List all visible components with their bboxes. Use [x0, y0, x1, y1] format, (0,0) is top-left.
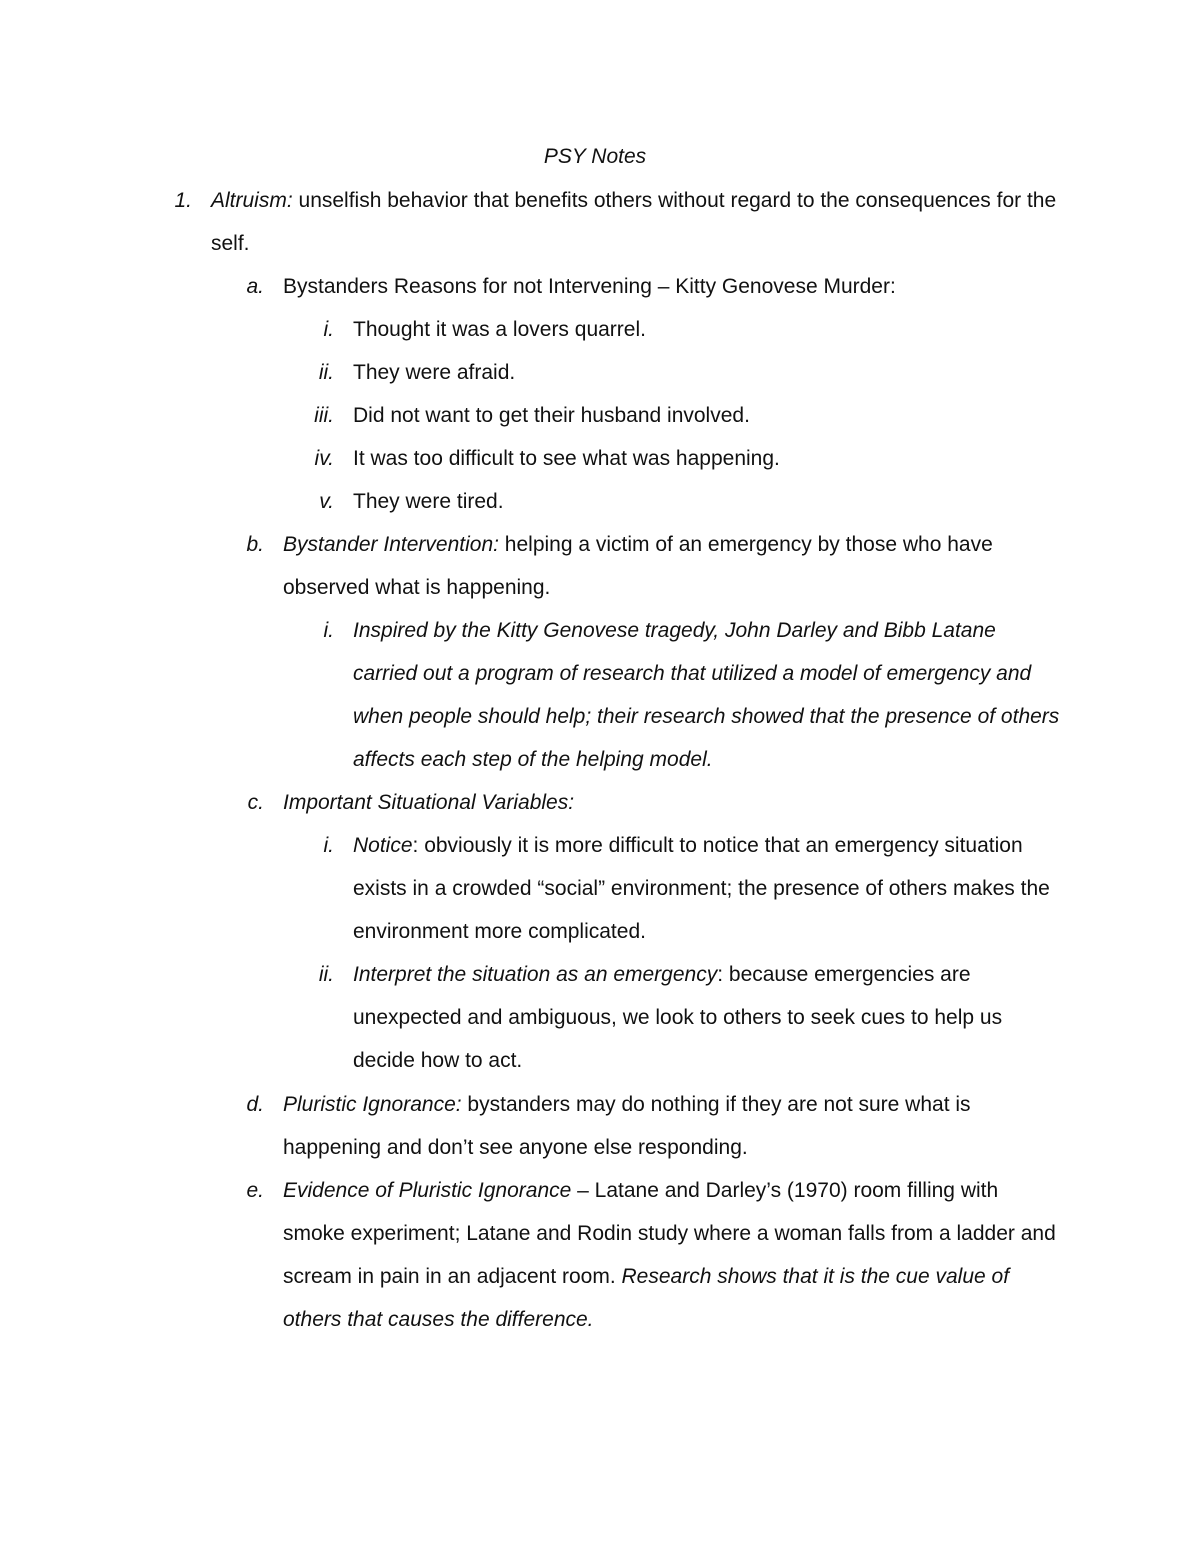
pluristic-ignorance-definition: bystanders may do nothing if they are not sure what is happening and don’t see anyone else responding. — [283, 1093, 971, 1159]
interpret-term: Interpret the situation as an emergency — [353, 963, 718, 986]
evidence-term: Evidence of Pluristic Ignorance — [283, 1179, 572, 1202]
item-e-evidence — [283, 1169, 1063, 1341]
item-a-bystander-reasons: Bystanders Reasons for not Intervening – Kitty Genovese Murder: — [283, 275, 896, 298]
item-c-situational-variables: Important Situational Variables: — [283, 791, 575, 814]
reason-5: They were tired. — [353, 490, 504, 513]
evidence-text: – Latane and Darley’s (1970) room filling with smoke experiment; Latane and Rodin study where a woman falls from a ladder and scream in pain in an adjacent room. — [283, 1179, 1056, 1288]
item-d-pluristic-ignorance — [283, 1083, 1063, 1169]
interpret-text: : because emergencies are unexpected and ambiguous, we look to others to seek cues to help us decide how to act. — [353, 963, 1003, 1072]
item-c-ii-marker: ii. — [318, 963, 334, 986]
item-e-marker: e. — [246, 1179, 264, 1202]
notice-term: Notice — [353, 834, 413, 857]
altruism-definition: unselfish behavior that benefits others without regard to the consequences for the self. — [211, 189, 1057, 255]
item-d-marker: d. — [246, 1093, 264, 1116]
reason-2: They were afraid. — [353, 361, 516, 384]
reason-1: Thought it was a lovers quarrel. — [353, 318, 646, 341]
item-b-marker: b. — [246, 533, 264, 556]
item-1-altruism — [211, 179, 1071, 265]
item-c-ii-interpret — [353, 953, 1063, 1082]
page-title: PSY Notes — [543, 145, 647, 168]
altruism-term: Altruism: — [211, 189, 293, 212]
evidence-conclusion: Research shows that it is the cue value of others that causes the difference. — [283, 1265, 1010, 1331]
item-c-i-notice — [353, 824, 1063, 953]
reason-3: Did not want to get their husband involved. — [353, 404, 750, 427]
reason-1-marker: i. — [323, 318, 334, 341]
reason-2-marker: ii. — [318, 361, 334, 384]
item-b-i-marker: i. — [323, 619, 334, 642]
bystander-intervention-definition: helping a victim of an emergency by those who have observed what is happening. — [283, 533, 993, 599]
reason-4: It was too difficult to see what was happening. — [353, 447, 780, 470]
pluristic-ignorance-term: Pluristic Ignorance: — [283, 1093, 462, 1116]
reason-4-marker: iv. — [314, 447, 334, 470]
item-c-i-marker: i. — [323, 834, 334, 857]
item-a-marker: a. — [246, 275, 264, 298]
bystander-intervention-term: Bystander Intervention: — [283, 533, 499, 556]
item-c-marker: c. — [247, 791, 264, 814]
item-1-marker: 1. — [174, 189, 192, 212]
reason-5-marker: v. — [319, 490, 334, 513]
item-b-i-research: Inspired by the Kitty Genovese tragedy, John Darley and Bibb Latane carried out a program of research that utilized a model of emergency and when people should help; their research showed that the presence of others affects each step of the helping model. — [353, 619, 1060, 771]
item-b-bystander-intervention — [283, 523, 1063, 609]
reason-3-marker: iii. — [314, 404, 334, 427]
notice-text: : obviously it is more difficult to notice that an emergency situation exists in a crowded “social” environment; the presence of others makes the environment more complicated. — [353, 834, 1050, 943]
